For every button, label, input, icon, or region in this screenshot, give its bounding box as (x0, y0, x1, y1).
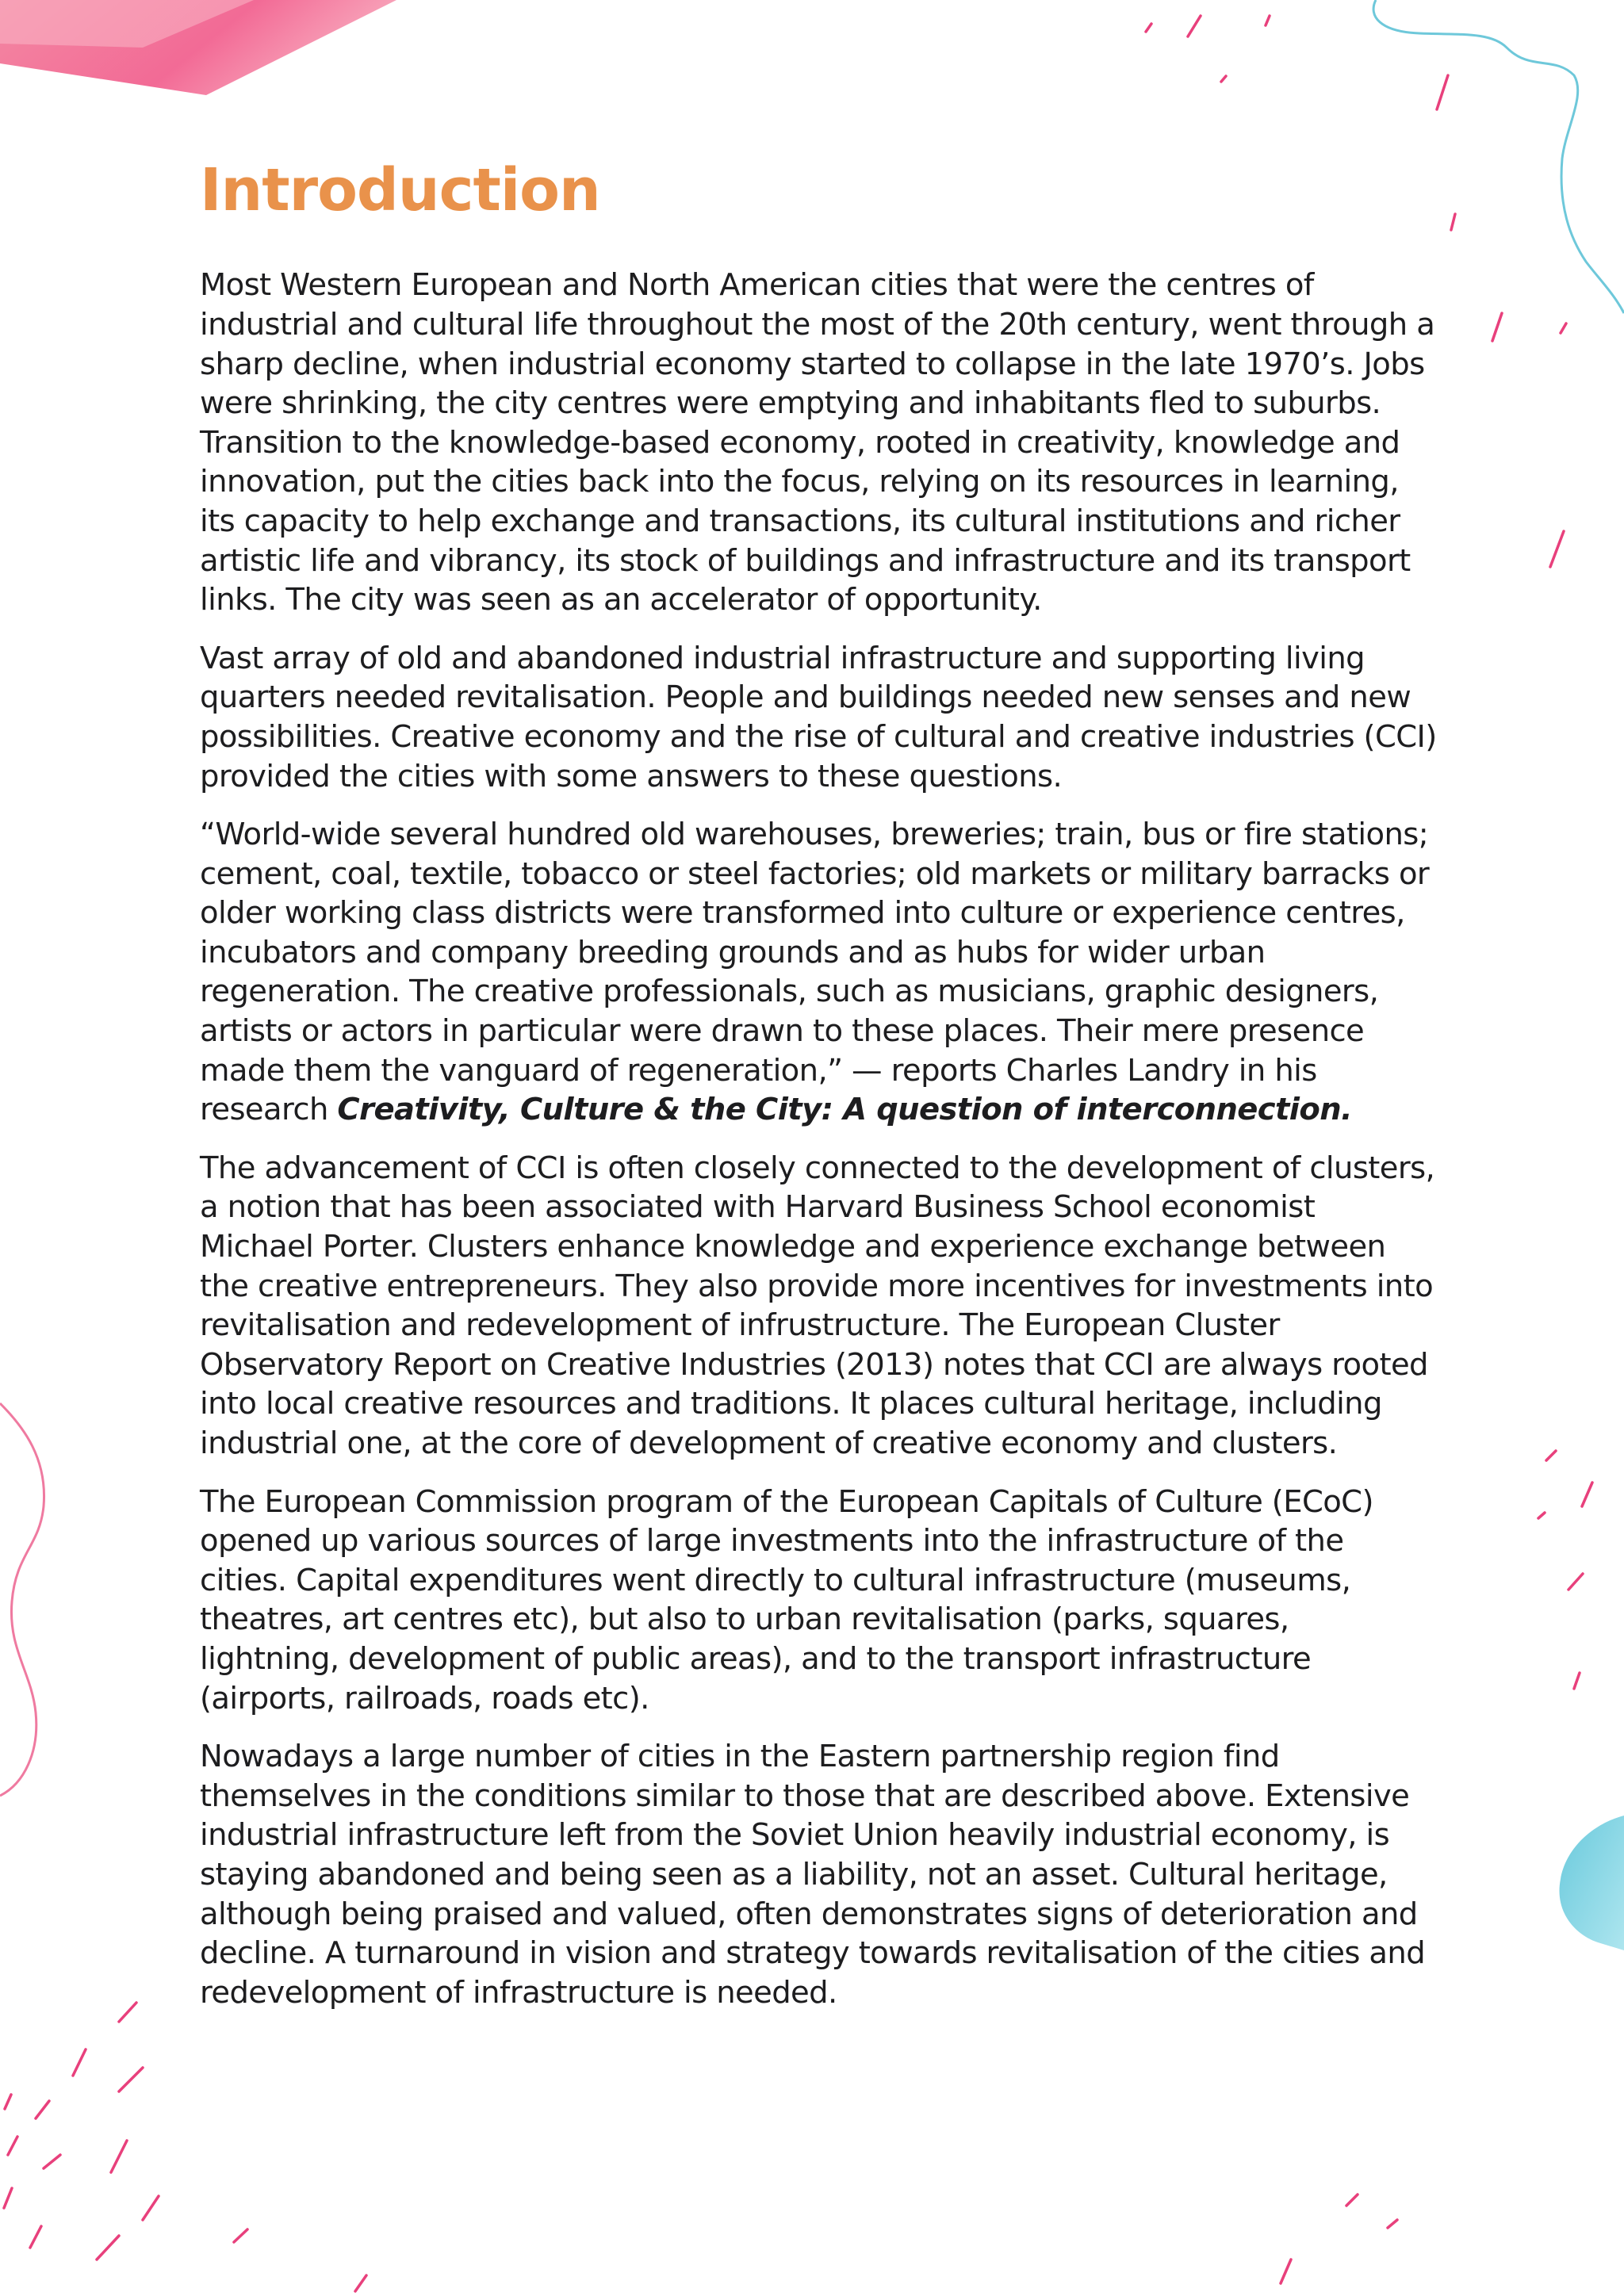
landry-citation: Creativity, Culture & the City: A question of interconnection. (337, 1092, 1353, 1128)
cyan-blob-right (1559, 1816, 1624, 1950)
page-content (200, 156, 1437, 2031)
paragraph-1: Most Western European and North American cities that were the centres of industrial and cultural life throughout the most of the 20th century, went through a sharp decline, when industrial economy started to collapse in the late 1970’s. Jobs were shrinking, the city centres were emptying and inhabitants fled to suburbs. Transition to the knowledge-based economy, rooted in creativity, knowledge and innovation, put the cities back into the focus, relying on its resources in learning, its capacity to help exchange and transactions, its cultural institutions and richer artistic life and vibrancy, its stock of buildings and infrastructure and its transport links. The city was seen as an accelerator of opportunity. (200, 267, 1435, 618)
paragraph-4: The advancement of CCI is often closely connected to the development of clusters, a notion that has been associated with Harvard Business School economist Michael Porter. Clusters enhance knowledge and experience exchange between the creative entrepreneurs. They also provide more incentives for investments into revitalisation and redevelopment of infrustructure. The European Cluster Observatory Report on Creative Industries (2013) notes that CCI are always rooted into local creative resources and traditions. It places cultural heritage, including industrial one, at the core of development of creative economy and clusters. (200, 1150, 1435, 1462)
paragraph-2: Vast array of old and abandoned industrial infrastructure and supporting living quarters needed revitalisation. People and buildings needed new senses and new possibilities. Creative economy and the rise of cultural and creative industries (CCI) provided the cities with some answers to these questions. (200, 640, 1437, 794)
paragraph-5: The European Commission program of the European Capitals of Culture (ECoC) opened up various sources of large investments into the infrastructure of the cities. Capital expenditures went directly to cultural infrastructure (museums, theatres, art centres etc), but also to urban revitalisation (parks, squares, lightning, development of public areas), and to the transport infrastructure (airports, railroads, roads etc). (200, 1483, 1373, 1716)
dash-marks-right-middle (1538, 1451, 1592, 1689)
dash-marks-bottom-right (1281, 2195, 1397, 2283)
landry-quote: “World-wide several hundred old warehouses, breweries; train, bus or fire stations; cement, coal, textile, tobacco or steel factories; old markets or military barracks or older working class districts were transformed into culture or experience centres, incubators and company breeding grounds and as hubs for wider urban regeneration. The creative professionals, such as musicians, graphic designers, artists or actors in particular were drawn to these places. Their mere presence made them the vanguard of regeneration,” — reports Charles Landry in his research (200, 817, 1430, 1128)
page-title: Introduction (200, 156, 600, 224)
dash-marks-bottom-left (4, 2003, 366, 2291)
pink-line-left (0, 1403, 44, 1796)
pink-corner-shape (0, 0, 396, 95)
paragraph-3 (200, 815, 1437, 1130)
paragraph-6: Nowadays a large number of cities in the Eastern partnership region find themselves in the conditions similar to those that are described above. Extensive industrial infrastructure left from the Soviet Union heavily industrial economy, is staying abandoned and being seen as a liability, not an asset. Cultural heritage, although being praised and valued, often demonstrates signs of deterioration and decline. A turnaround in vision and strategy towards revitalisation of the cities and redevelopment of infrastructure is needed. (200, 1739, 1426, 2011)
